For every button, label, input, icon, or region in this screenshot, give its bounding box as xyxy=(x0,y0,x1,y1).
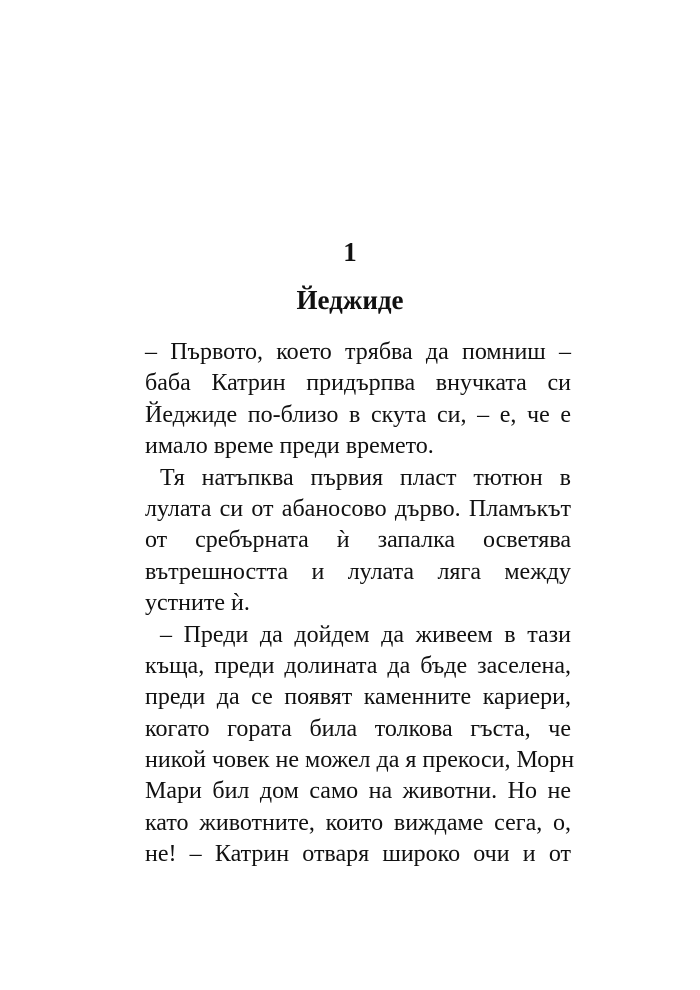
text-line: никой човек не можел да я прекоси, Морн xyxy=(145,747,575,774)
text-line: преди да се появят каменните кариери, xyxy=(145,684,571,711)
text-line: – Преди да дойдем да живеем в тази xyxy=(160,621,571,648)
text-line: Мари бил дом само на животни. Но не xyxy=(145,778,571,805)
text-line: – Първото, което трябва да помниш – xyxy=(145,339,571,365)
text-line: Йеджиде по-близо в скута си, – е, че е xyxy=(145,401,571,428)
text-line: къща, преди долината да бъде заселена, xyxy=(145,652,571,679)
text-line: баба Катрин придърпва внучката си xyxy=(145,370,571,397)
text-line: имало време преди времето. xyxy=(145,433,434,460)
text-line: като животните, които виждаме сега, о, xyxy=(145,809,571,836)
chapter-body xyxy=(130,337,575,871)
paragraph xyxy=(130,463,571,620)
text-line: от сребърната ѝ запалка осветява xyxy=(145,527,571,554)
paragraph xyxy=(130,620,575,871)
text-line: устните ѝ. xyxy=(145,590,250,617)
text-line: вътрешността и лулата ляга между xyxy=(145,558,571,585)
text-line: когато гората била толкова гъста, че xyxy=(145,715,571,742)
text-line: Тя натъпква първия пласт тютюн в xyxy=(160,464,571,491)
text-line: не! – Катрин отваря широко очи и от xyxy=(145,841,571,868)
chapter-title: Йеджиде xyxy=(296,285,404,315)
text-line: лулата си от абаносово дърво. Пламъкът xyxy=(145,495,571,522)
chapter-number: 1 xyxy=(343,237,357,267)
paragraph xyxy=(130,337,571,463)
